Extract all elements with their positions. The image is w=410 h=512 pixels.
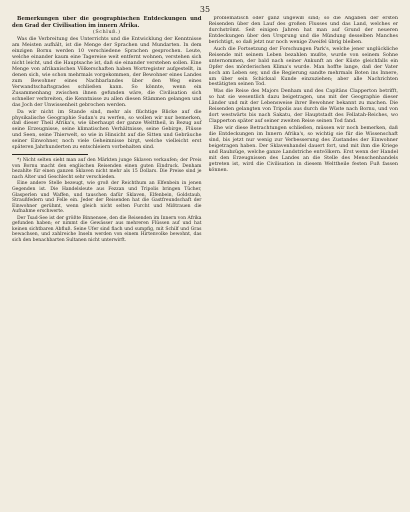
paragraph: Ehe wir diese Betrachtungen schließen, müssen wir noch bemerken, daß die Entdeckungen im Innern Afrika's, so wichtig sie für die Wissenschaft sind, bis jetzt nur wenig zur Verbesserung des Zustandes der Einwohner beigetragen haben. Der Sklavenhandel dauert fort, und mit ihm die Kriege und Raubzüge, welche ganze Landstriche entvölkern. Erst wenn der Handel mit den Erzeugnissen des Landes an die Stelle des Menschenhandels getreten ist, wird die Civilisation in diesem Welttheile festen Fuß fassen können. xyxy=(208,125,398,173)
continuation-label: (Schluß.) xyxy=(92,29,121,36)
paragraph: Was die Verbreitung des Unterrichts und die Entwicklung der Kenntnisse am Meisten aufhält, ist die Menge der Sprachen und Mundarten. In dem einzigen Bornu werden 10 verschiedene Sprachen gesprochen. Leute, welche einander kaum eine Tagereise weit entfernt wohnen, verstehen sich nicht leicht, und die Hauptsache ist, daß sie einander verstehen sollen. Eine Menge von afrikanischen Völkerschaften haben Wortregister aufgestellt, in denen sich, wie schon mehrmals vorgekommen, der Bewohner eines Landes zum Bewohner eines Nachbarlandes über den Weg eines Verwandtschaftsgrades schließen kann. So könnte, wenn ein Zusammenhang zwischen ihnen gefunden wäre, die Civilisation sich schneller verbreiten, die Kenntnisse zu allen diesen Stämmen gelangen und das Joch der Unwissenheit gebrochen werden. xyxy=(12,36,202,108)
page-number: 35 xyxy=(199,5,211,14)
article-heading: Bemerkungen über die geographischen Entdeckungen und den Grad der Civilisation im innern Afrika. xyxy=(12,16,202,29)
paragraph: Da wir nicht im Stande sind, mehr als flüchtige Blicke auf die physikalische Geographie Sudan's zu werfen, so wollen wir nur bemerken, daß dieser Theil Afrika's, wie überhaupt der ganze Welttheil, in Bezug auf seine Erzeugnisse, seine klimatischen Verhältnisse, seine Gebirge, Flüsse und Seen, seine Thierwelt, so wie in Hinsicht auf die Sitten und Gebräuche seiner Einwohner, noch viele Geheimnisse birgt, welche vielleicht erst späteren Jahrhunderten zu entschleiern vorbehalten sind. xyxy=(12,108,202,151)
right-column xyxy=(209,16,399,504)
footnote-paragraph: Eine andere Stelle bezeugt, wie groß der Reichthum an Elfenbein in jenen Gegenden ist. Die Handelsleute aus Fezzan und Tripolis bringen Tücher, Glasperlen und Waffen, und tauschen dafür Sklaven, Elfenbein, Goldstaub, Straußfedern und Felle ein. Jeder der Reisenden hat die Gastfreundschaft der Einwohner gerühmt, wenn gleich nicht selten Furcht und Mißtrauen die Aufnahme erschwerte. xyxy=(12,181,202,215)
paragraph: Was die Reise des Majors Denham und des Capitäns Clapperton betrifft, so hat sie wesentlich dazu beigetragen, uns mit der Geographie dieser Länder und mit der Lebensweise ihrer Bewohner bekannt zu machen. Die Reisenden gelangten von Tripolis aus durch die Wüste nach Bornu, und von dort westwärts bis nach Sakatu, der Hauptstadt des Fellatah-Reiches, wo Clapperton später auf seiner zweiten Reise seinen Tod fand. xyxy=(208,88,398,125)
paragraph: problematisch oder ganz ungewiß sind; so die Angaben der ersten Reisenden über den Lauf des großen Flusses und das Land, welches er durchströmt. Seit einigen Jahren hat man auf Grund der neueren Entdeckungen über den Ursprung und die Mündung desselben Manches berichtigt, so daß jetzt nur noch wenige Zweifel übrig bleiben. xyxy=(208,16,398,45)
footnote-paragraph: *) Nicht selten sieht man auf den Märkten junge Sklaven verkaufen; der Preis von Bornu macht den englischen Reisenden einen guten Eindruck. Denham bezahlte für einen ganzen Sklaven nicht mehr als 15 Dollars. Die Preise sind je nach Alter und Geschlecht sehr verschieden. xyxy=(12,158,202,180)
left-column xyxy=(12,16,202,504)
footnote xyxy=(12,158,202,243)
columns xyxy=(12,16,398,504)
footnote-divider xyxy=(12,154,88,155)
footnote-paragraph: Der Tsad-See ist der größte Binnensee, den die Reisenden im Innern von Afrika gefunden haben; er nimmt die Gewässer aus mehreren Flüssen auf und hat keinen sichtbaren Abfluß. Seine Ufer sind flach und sumpfig, mit Schilf und Gras bewachsen, und zahlreiche Inseln werden von einem Hirtenvolke bewohnt, das sich den benachbarten Sultanen nicht unterwirft. xyxy=(12,215,202,243)
paragraph: Auch die Fortsetzung der Forschungen Park's, welche jener unglückliche Reisende mit seinem Leben bezahlen mußte, wurde von seinem Sohne unternommen, der bald nach seiner Ankunft an der Küste gleichfalls ein Opfer des mörderischen Klima's wurde. Man hoffte lange, daß der Vater noch am Leben sey, und die Regierung sandte mehrmals Boten ins Innere, um über sein Schicksal Kunde einzuziehen; aber alle Nachrichten bestätigten seinen Tod. xyxy=(208,45,398,88)
